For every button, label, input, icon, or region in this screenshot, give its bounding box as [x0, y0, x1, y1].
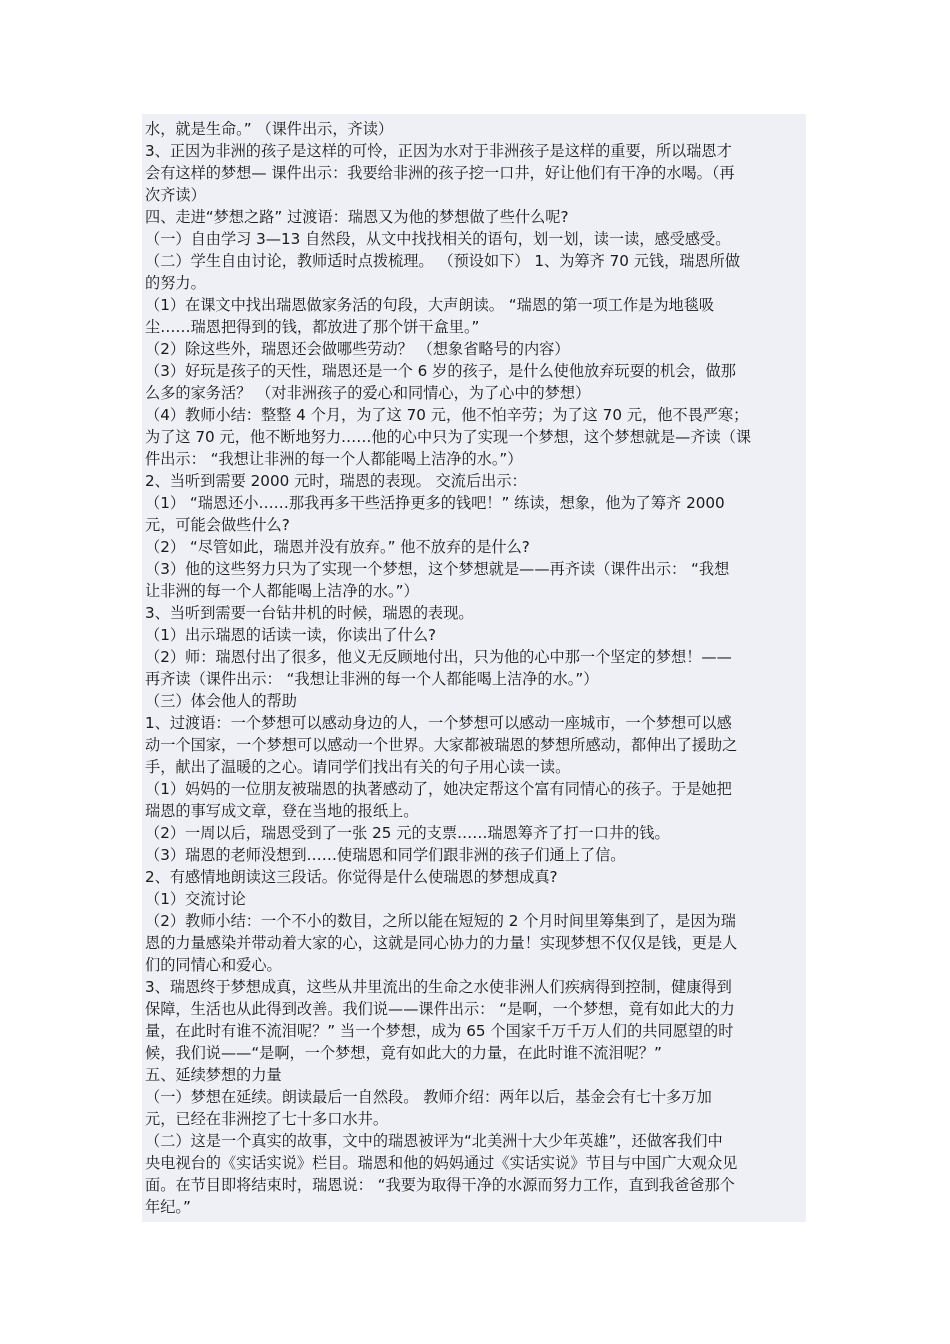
text-line: 保障，生活也从此得到改善。我们说——课件出示： “是啊，一个梦想，竟有如此大的力 — [145, 1000, 735, 1018]
text-line: 件出示： “我想让非洲的每一个人都能喝上洁净的水。”） — [145, 450, 523, 468]
text-line: （1）妈妈的一位朋友被瑞恩的执著感动了，她决定帮这个富有同情心的孩子。于是她把 — [145, 780, 732, 798]
text-line: 候，我们说——“是啊，一个梦想，竟有如此大的力量，在此时谁不流泪呢？” — [145, 1044, 662, 1062]
text-line: 2、当听到需要 2000 元时，瑞恩的表现。 交流后出示： — [145, 472, 527, 490]
text-line: 瑞恩的事写成文章，登在当地的报纸上。 — [145, 802, 419, 820]
text-line: 为了这 70 元，他不断地努力……他的心中只为了实现一个梦想，这个梦想就是—齐读（课 — [145, 428, 752, 446]
text-line: 年纪。” — [145, 1198, 191, 1216]
text-line: （3）瑞恩的老师没想到……使瑞恩和同学们跟非洲的孩子们通上了信。 — [145, 846, 626, 864]
text-line: 面。在节目即将结束时，瑞恩说： “我要为取得干净的水源而努力工作，直到我爸爸那个 — [145, 1176, 735, 1194]
text-line: （3）他的这些努力只为了实现一个梦想，这个梦想就是——再齐读（课件出示： “我想 — [145, 560, 730, 578]
text-line: 次齐读） — [145, 186, 206, 204]
text-line: （1）在课文中找出瑞恩做家务活的句段，大声朗读。 “瑞恩的第一项工作是为地毯吸 — [145, 296, 715, 314]
text-line: 动一个国家，一个梦想可以感动一个世界。大家都被瑞恩的梦想所感动，都伸出了援助之 — [145, 736, 738, 754]
text-line: （2）师：瑞恩付出了很多，他义无反顾地付出，只为他的心中那一个坚定的梦想！—— — [145, 648, 732, 666]
text-line: （3）好玩是孩子的天性，瑞恩还是一个 6 岁的孩子，是什么使他放弃玩耍的机会，做那 — [145, 362, 736, 380]
text-line: 让非洲的每一个人都能喝上洁净的水。”） — [145, 582, 419, 600]
text-line: 量，在此时有谁不流泪呢？” 当一个梦想，成为 65 个国家千万千万人们的共同愿望的时 — [145, 1022, 734, 1040]
text-line: 3、当听到需要一台钻井机的时候，瑞恩的表现。 — [145, 604, 474, 622]
text-line: 元，已经在非洲挖了七十多口水井。 — [145, 1110, 388, 1128]
text-line: （1）交流讨论 — [145, 890, 246, 908]
text-line: 水，就是生命。” （课件出示，齐读） — [145, 120, 394, 138]
text-line: 再齐读（课件出示： “我想让非洲的每一个人都能喝上洁净的水。”） — [145, 670, 599, 688]
text-line: 2、有感情地朗读这三段话。你觉得是什么使瑞恩的梦想成真? — [145, 868, 558, 886]
text-line: 尘……瑞恩把得到的钱，都放进了那个饼干盒里。” — [145, 318, 480, 336]
text-line: 3、瑞恩终于梦想成真，这些从井里流出的生命之水使非洲人们疾病得到控制，健康得到 — [145, 978, 732, 996]
text-line: 1、过渡语：一个梦想可以感动身边的人，一个梦想可以感动一座城市，一个梦想可以感 — [145, 714, 732, 732]
text-line: （1）出示瑞恩的话读一读，你读出了什么? — [145, 626, 437, 644]
text-line: （2）一周以后，瑞恩受到了一张 25 元的支票……瑞恩筹齐了打一口井的钱。 — [145, 824, 670, 842]
text-line: 们的同情心和爱心。 — [145, 956, 282, 974]
text-line: 的努力。 — [145, 274, 206, 292]
lesson-plan-text-block — [142, 114, 806, 1222]
text-line: （一）梦想在延续。朗读最后一自然段。 教师介绍：两年以后，基金会有七十多万加 — [145, 1088, 712, 1106]
text-line: （2）除这些外，瑞恩还会做哪些劳动？ （想象省略号的内容） — [145, 340, 570, 358]
text-line: 么多的家务活？ （对非洲孩子的爱心和同情心，为了心中的梦想） — [145, 384, 591, 402]
text-line: （4）教师小结：整整 4 个月，为了这 70 元，他不怕辛劳；为了这 70 元，他不畏严寒； — [145, 406, 749, 424]
text-line: 四、走进“梦想之路” 过渡语：瑞恩又为他的梦想做了些什么呢? — [145, 208, 569, 226]
text-line: （2） “尽管如此，瑞恩并没有放弃。” 他不放弃的是什么? — [145, 538, 530, 556]
text-line: 恩的力量感染并带动着大家的心，这就是同心协力的力量！实现梦想不仅仅是钱，更是人 — [145, 934, 738, 952]
text-line: 元，可能会做些什么? — [145, 516, 290, 534]
text-line: （2）教师小结：一个不小的数目，之所以能在短短的 2 个月时间里筹集到了，是因为瑞 — [145, 912, 736, 930]
text-line: （三）体会他人的帮助 — [145, 692, 297, 710]
text-line: （一）自由学习 3—13 自然段，从文中找找相关的语句，划一划，读一读，感受感受。 — [145, 230, 731, 248]
text-line: 3、正因为非洲的孩子是这样的可怜，正因为水对于非洲孩子是这样的重要，所以瑞恩才 — [145, 142, 732, 160]
text-line: 五、延续梦想的力量 — [145, 1066, 282, 1084]
text-line: （二）学生自由讨论，教师适时点拨梳理。 （预设如下） 1、为筹齐 70 元钱，瑞恩所做 — [145, 252, 741, 270]
text-line: 手，献出了温暖的之心。请同学们找出有关的句子用心读一读。 — [145, 758, 571, 776]
text-line: （二）这是一个真实的故事，文中的瑞恩被评为“北美洲十大少年英雄”，还做客我们中 — [145, 1132, 723, 1150]
text-line: 央电视台的《实话实说》栏目。瑞恩和他的妈妈通过《实话实说》节目与中国广大观众见 — [145, 1154, 738, 1172]
text-line: （1） “瑞恩还小……那我再多干些活挣更多的钱吧！” 练读，想象，他为了筹齐 2000 — [145, 494, 725, 512]
text-line: 会有这样的梦想— 课件出示：我要给非洲的孩子挖一口井，好让他们有干净的水喝。（再 — [145, 164, 735, 182]
